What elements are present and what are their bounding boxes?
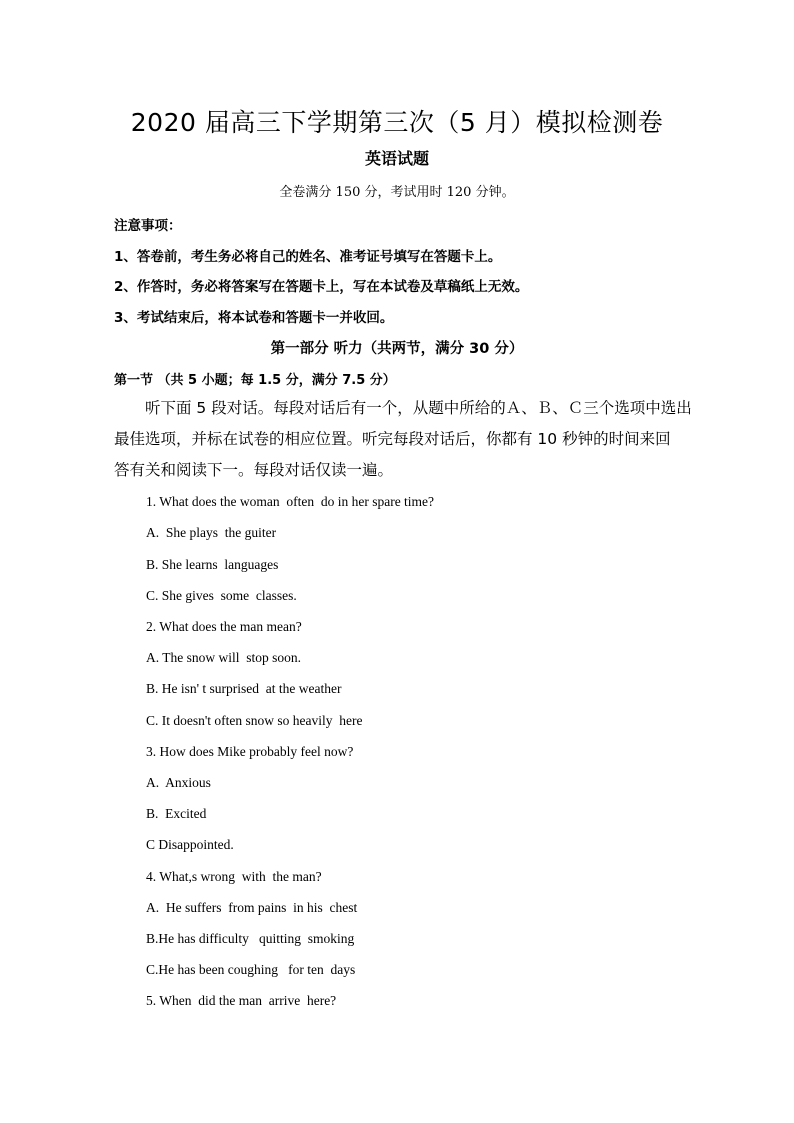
question-option: B.He has difficulty quitting smoking [146,931,355,946]
question-option: A. He suffers from pains in his chest [146,900,358,915]
question-option: B. Excited [146,806,207,821]
question-stem: 4. What,s wrong with the man? [146,869,322,884]
listening-instructions [114,393,694,486]
question-option: A. Anxious [146,775,211,790]
notice-item: 2、作答时，务必将答案写在答题卡上，写在本试卷及草稿纸上无效。 [114,279,529,295]
question-stem: 2. What does the man mean? [146,619,302,634]
question-option: C Disappointed. [146,837,234,852]
question-stem: 1. What does the woman often do in her spare time? [146,494,435,509]
question-option: A. The snow will stop soon. [146,650,302,665]
section-title: 第一节 （共 5 小题；每 1.5 分，满分 7.5 分） [114,373,396,388]
question-option: C. She gives some classes. [146,588,297,603]
exam-subtitle: 英语试题 [364,149,429,168]
part-title: 第一部分 听力（共两节，满分 30 分） [270,341,524,357]
score-time-note: 全卷满分 150 分，考试用时 120 分钟。 [279,185,515,200]
question-option: C.He has been coughing for ten days [146,962,356,977]
question-option: A. She plays the guiter [146,525,277,540]
notice-item: 1、答卷前，考生务必将自己的姓名、准考证号填写在答题卡上。 [114,249,502,265]
instructions-line: 听下面 5 段对话。每段对话后有一个，从题中所给的Ａ、Ｂ、Ｃ三个选项中选出 [145,399,692,417]
question-stem: 5. When did the man arrive here? [146,993,337,1008]
instructions-line: 最佳选项，并标在试卷的相应位置。听完每段对话后，你都有 10 秒钟的时间来回 [114,430,671,448]
question-option: B. He isn' t surprised at the weather [146,681,342,696]
exam-title: 2020 届高三下学期第三次（5 月）模拟检测卷 [130,108,664,137]
notice-heading: 注意事项： [114,218,182,234]
question-option: B. She learns languages [146,557,279,572]
notice-item: 3、考试结束后，将本试卷和答题卡一并收回。 [114,310,394,326]
question-stem: 3. How does Mike probably feel now? [146,744,354,759]
instructions-line: 答有关和阅读下一。每段对话仅读一遍。 [114,461,394,479]
question-option: C. It doesn't often snow so heavily here [146,713,363,728]
